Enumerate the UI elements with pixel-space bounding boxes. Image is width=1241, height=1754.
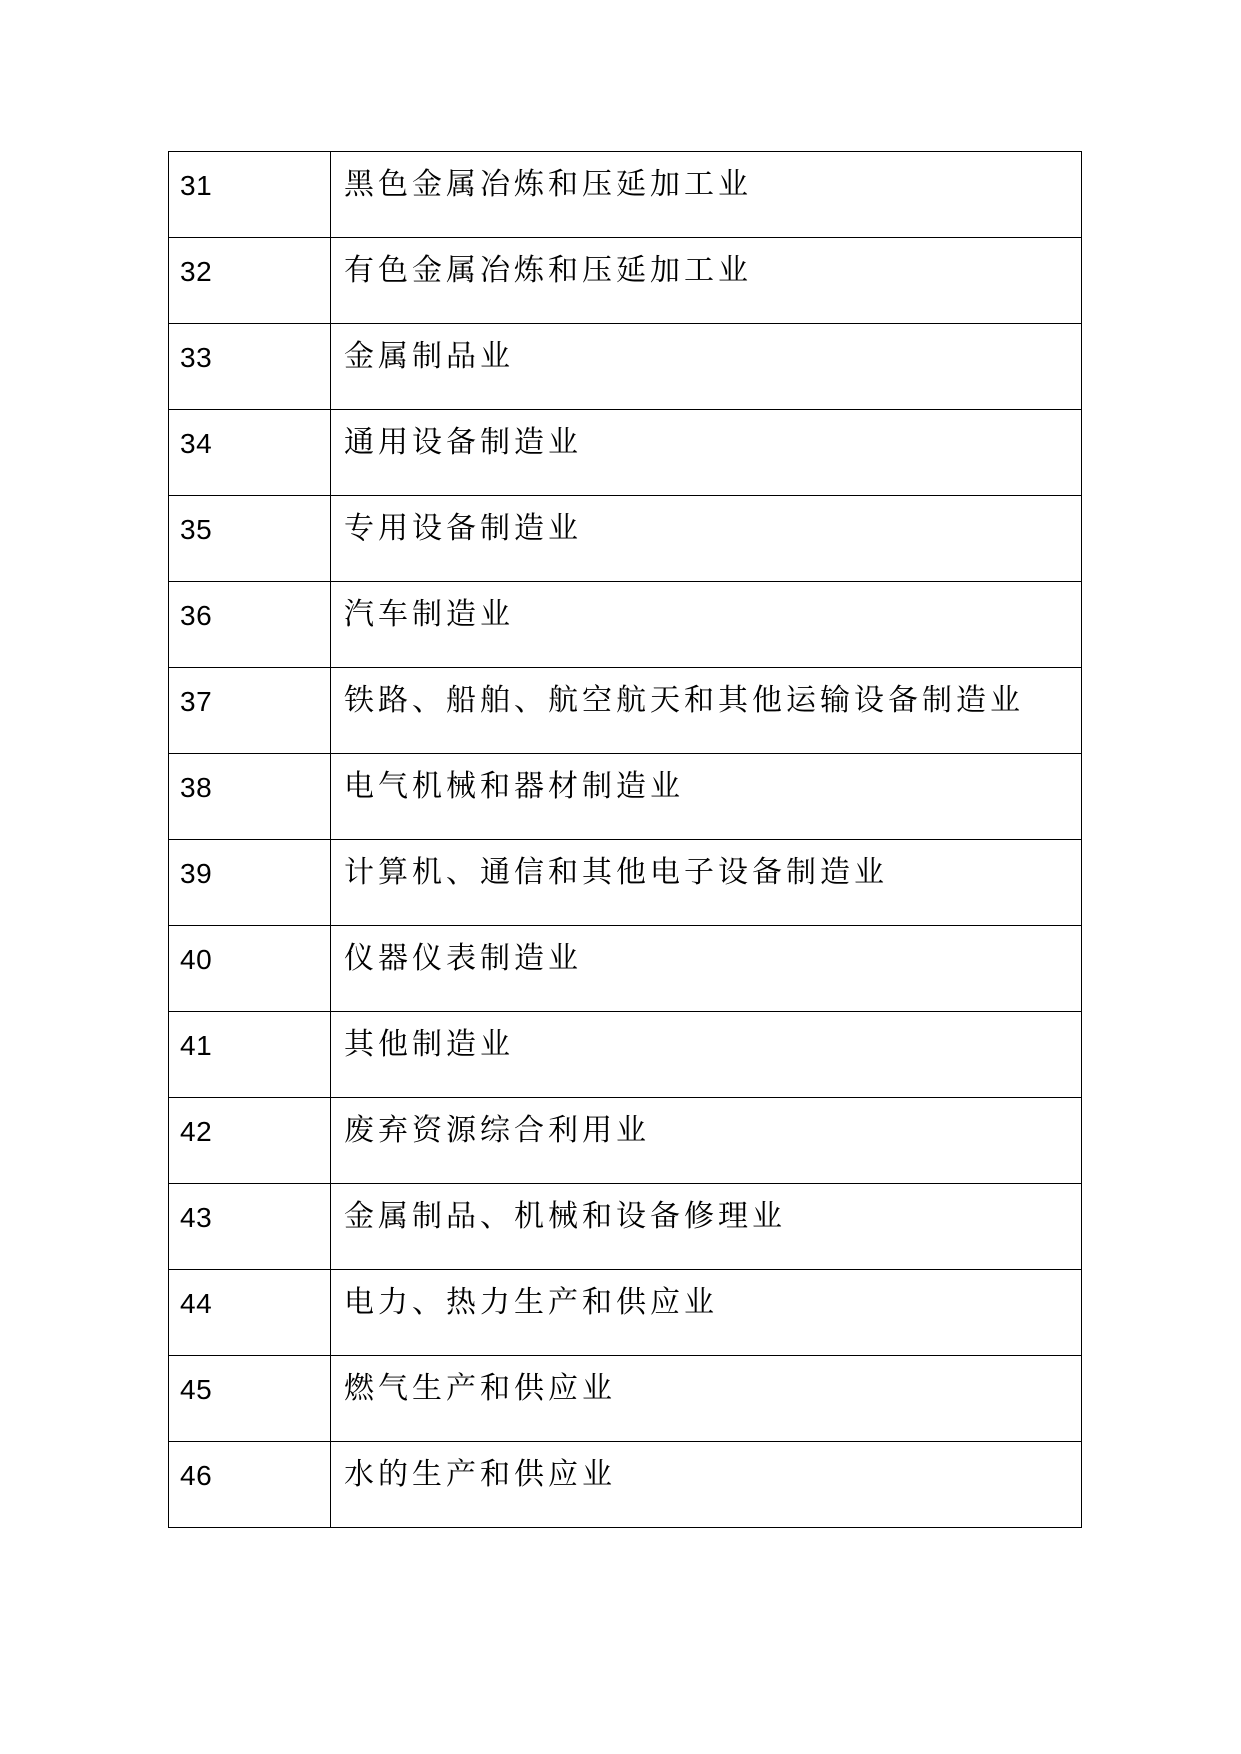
name-cell xyxy=(331,238,1082,324)
table-row xyxy=(169,1442,1082,1528)
industry-code: 35 xyxy=(180,514,213,545)
name-cell xyxy=(331,840,1082,926)
industry-name: 有色金属冶炼和压延加工业 xyxy=(344,253,752,288)
name-cell xyxy=(331,1184,1082,1270)
table-row xyxy=(169,496,1082,582)
table-row xyxy=(169,754,1082,840)
industry-code: 31 xyxy=(180,170,213,201)
table-row xyxy=(169,238,1082,324)
industry-code: 40 xyxy=(180,944,213,975)
industry-name: 废弃资源综合利用业 xyxy=(344,1113,650,1148)
code-cell xyxy=(169,238,331,324)
industry-name: 黑色金属冶炼和压延加工业 xyxy=(344,167,752,202)
industry-name: 专用设备制造业 xyxy=(344,511,582,546)
name-cell xyxy=(331,1012,1082,1098)
table-body xyxy=(169,152,1082,1528)
industry-code: 41 xyxy=(180,1030,213,1061)
table-row xyxy=(169,926,1082,1012)
name-cell xyxy=(331,1098,1082,1184)
industry-code: 38 xyxy=(180,772,213,803)
table-row xyxy=(169,324,1082,410)
code-cell xyxy=(169,754,331,840)
industry-name: 仪器仪表制造业 xyxy=(344,941,582,976)
code-cell xyxy=(169,1012,331,1098)
name-cell xyxy=(331,410,1082,496)
industry-name: 铁路、船舶、航空航天和其他运输设备制造业 xyxy=(344,683,1024,718)
industry-name: 通用设备制造业 xyxy=(344,425,582,460)
name-cell xyxy=(331,926,1082,1012)
code-cell xyxy=(169,926,331,1012)
table-row xyxy=(169,410,1082,496)
industry-name: 计算机、通信和其他电子设备制造业 xyxy=(344,855,888,890)
industry-code: 44 xyxy=(180,1288,213,1319)
industry-code: 36 xyxy=(180,600,213,631)
industry-code: 34 xyxy=(180,428,213,459)
industry-name: 金属制品业 xyxy=(344,339,514,374)
industry-name: 金属制品、机械和设备修理业 xyxy=(344,1199,786,1234)
table-row xyxy=(169,1012,1082,1098)
code-cell xyxy=(169,152,331,238)
name-cell xyxy=(331,1270,1082,1356)
industry-code: 43 xyxy=(180,1202,213,1233)
name-cell xyxy=(331,496,1082,582)
industry-name: 汽车制造业 xyxy=(344,597,514,632)
table-row xyxy=(169,668,1082,754)
industry-name: 电气机械和器材制造业 xyxy=(344,769,684,804)
industry-code: 39 xyxy=(180,858,213,889)
code-cell xyxy=(169,324,331,410)
industry-code: 33 xyxy=(180,342,213,373)
industry-code: 45 xyxy=(180,1374,213,1405)
table-row xyxy=(169,1270,1082,1356)
code-cell xyxy=(169,1356,331,1442)
name-cell xyxy=(331,582,1082,668)
code-cell xyxy=(169,582,331,668)
name-cell xyxy=(331,754,1082,840)
code-cell xyxy=(169,1184,331,1270)
industry-code: 37 xyxy=(180,686,213,717)
code-cell xyxy=(169,840,331,926)
industry-name: 水的生产和供应业 xyxy=(344,1457,616,1492)
industry-code: 46 xyxy=(180,1460,213,1491)
industry-code: 32 xyxy=(180,256,213,287)
table-row xyxy=(169,582,1082,668)
name-cell xyxy=(331,1442,1082,1528)
table-row xyxy=(169,1184,1082,1270)
code-cell xyxy=(169,1270,331,1356)
code-cell xyxy=(169,1098,331,1184)
industry-code-table xyxy=(168,151,1082,1528)
name-cell xyxy=(331,152,1082,238)
name-cell xyxy=(331,1356,1082,1442)
table-row xyxy=(169,840,1082,926)
name-cell xyxy=(331,324,1082,410)
industry-name: 电力、热力生产和供应业 xyxy=(344,1285,718,1320)
table-row xyxy=(169,1098,1082,1184)
industry-name: 燃气生产和供应业 xyxy=(344,1371,616,1406)
code-cell xyxy=(169,1442,331,1528)
code-cell xyxy=(169,496,331,582)
code-cell xyxy=(169,410,331,496)
table-row xyxy=(169,1356,1082,1442)
code-cell xyxy=(169,668,331,754)
industry-code: 42 xyxy=(180,1116,213,1147)
industry-name: 其他制造业 xyxy=(344,1027,514,1062)
table-row xyxy=(169,152,1082,238)
name-cell xyxy=(331,668,1082,754)
